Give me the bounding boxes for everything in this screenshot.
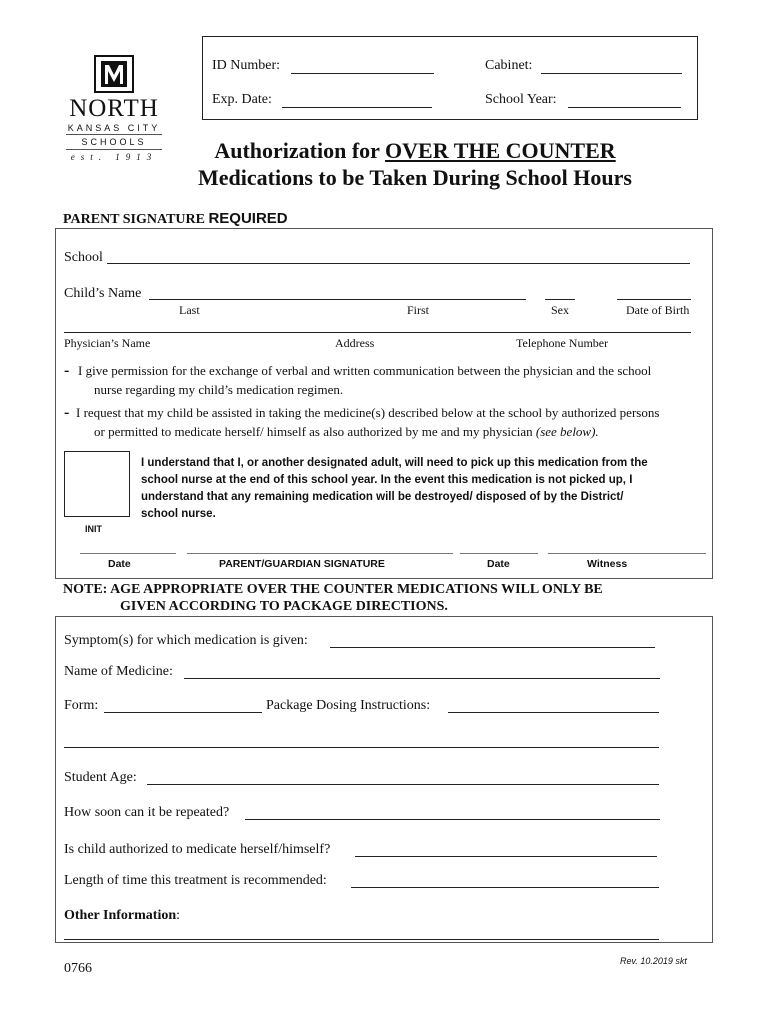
medicine-field[interactable] [184, 678, 660, 679]
id-number-field[interactable] [291, 73, 434, 74]
id-number-label: ID Number: [212, 58, 281, 73]
other-info-field[interactable] [64, 939, 659, 940]
other-info-heading [64, 908, 180, 924]
understand-line-4: school nurse. [141, 508, 216, 520]
required-label: REQUIRED [208, 210, 288, 227]
student-age-field[interactable] [147, 784, 659, 785]
cabinet-field[interactable] [541, 73, 682, 74]
init-label: INIT [85, 524, 102, 534]
first-name-caption: First [407, 303, 430, 317]
understand-line-2: school nurse at the end of this school year. In the event this medication is not picked up, I [141, 474, 633, 486]
date-caption-2: Date [487, 558, 510, 570]
logo-line2: SCHOOLS [81, 137, 147, 147]
other-info-colon: : [176, 908, 181, 923]
cabinet-label: Cabinet: [485, 58, 533, 73]
student-age-label: Student Age: [64, 770, 137, 785]
date-field-1[interactable] [80, 553, 176, 554]
form-field[interactable] [104, 712, 262, 713]
exp-date-field[interactable] [282, 107, 432, 108]
treatment-length-label: Length of time this treatment is recommended: [64, 873, 327, 888]
school-label: School [64, 250, 103, 265]
title-prefix: Authorization for [214, 138, 386, 163]
exp-date-label: Exp. Date: [212, 92, 272, 107]
last-name-caption: Last [179, 303, 200, 317]
physician-field[interactable] [64, 332, 691, 333]
logo-est: est. 1913 [70, 152, 158, 162]
title-emphasis: OVER THE COUNTER [385, 138, 616, 163]
parent-signature-heading [63, 210, 288, 228]
request-text-1: I request that my child be assisted in taking the medicine(s) described below at the school by authorized persons [76, 405, 660, 420]
logo-name: NORTH [69, 95, 159, 122]
dosing-field[interactable] [448, 712, 659, 713]
page-title [150, 138, 680, 164]
permission-text-2: nurse regarding my child’s medication regimen. [94, 382, 344, 397]
initials-box[interactable] [64, 451, 130, 517]
note-line-2: GIVEN ACCORDING TO PACKAGE DIRECTIONS. [120, 599, 448, 614]
treatment-length-field[interactable] [351, 887, 659, 888]
childs-name-field[interactable] [149, 299, 526, 300]
sex-field[interactable] [545, 299, 575, 300]
guardian-signature-field[interactable] [187, 553, 453, 554]
childs-name-label: Child’s Name [64, 286, 142, 301]
request-text-see-below: (see below). [535, 424, 599, 439]
dob-caption: Date of Birth [626, 303, 690, 317]
school-year-field[interactable] [568, 107, 681, 108]
repeat-field[interactable] [245, 819, 660, 820]
school-field[interactable] [107, 263, 690, 264]
parent-signature-label: PARENT SIGNATURE [63, 212, 209, 227]
request-text-2 [94, 424, 599, 440]
revision-note: Rev. 10.2019 skt [620, 956, 687, 966]
dosing-label: Package Dosing Instructions: [266, 698, 431, 713]
date-field-2[interactable] [460, 553, 538, 554]
understand-line-1: I understand that I, or another designated adult, will need to pick up this medication from the [141, 457, 648, 469]
logo-divider [66, 134, 162, 135]
address-caption: Address [335, 336, 375, 350]
symptoms-label: Symptom(s) for which medication is given: [64, 633, 308, 648]
understand-text [141, 455, 648, 523]
logo-mark-icon [96, 57, 132, 91]
understand-line-3: understand that any remaining medication will be destroyed/ disposed of by the District/ [141, 491, 624, 503]
witness-caption: Witness [587, 558, 628, 570]
permission-text-1: I give permission for the exchange of verbal and written communication between the physician and the school [78, 363, 652, 378]
witness-field[interactable] [548, 553, 706, 554]
form-label: Form: [64, 698, 99, 713]
medicine-label: Name of Medicine: [64, 664, 173, 679]
physician-caption: Physician’s Name [64, 336, 151, 350]
request-text-2-main: or permitted to medicate herself/ himself as also authorized by me and my physician [94, 424, 536, 439]
note-line-1: NOTE: AGE APPROPRIATE OVER THE COUNTER MEDICATIONS WILL ONLY BE [63, 582, 603, 597]
sex-caption: Sex [551, 303, 569, 317]
bullet-dash-2: - [64, 404, 70, 421]
form-number: 0766 [64, 961, 92, 976]
telephone-caption: Telephone Number [516, 336, 609, 350]
dob-field[interactable] [617, 299, 691, 300]
page-subtitle: Medications to be Taken During School Hours [198, 165, 632, 190]
guardian-signature-caption: PARENT/GUARDIAN SIGNATURE [219, 558, 385, 570]
school-year-label: School Year: [485, 92, 557, 107]
bullet-dash-1: - [64, 362, 70, 379]
logo-emblem [94, 55, 134, 93]
parent-section [55, 228, 713, 579]
self-medicate-label: Is child authorized to medicate herself/himself? [64, 842, 331, 857]
repeat-label: How soon can it be repeated? [64, 805, 230, 820]
date-caption-1: Date [108, 558, 131, 570]
dosing-field-continued[interactable] [64, 747, 659, 748]
other-info-label: Other Information [64, 908, 177, 923]
logo-line1: KANSAS CITY [67, 123, 161, 133]
symptoms-field[interactable] [330, 647, 655, 648]
self-medicate-field[interactable] [355, 856, 657, 857]
logo-divider-2 [66, 149, 162, 150]
